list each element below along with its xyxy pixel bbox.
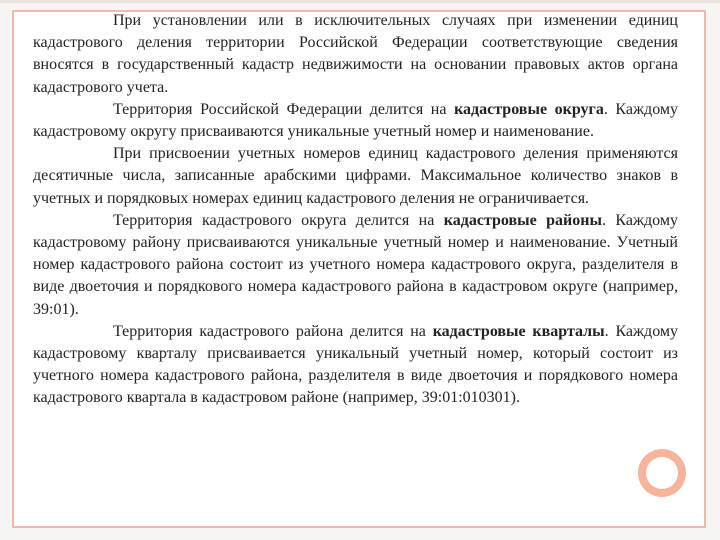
paragraph-5-text-before: Территория кадастрового района делится на bbox=[113, 322, 433, 340]
paragraph-4-text-after: . Каждому кадастровому району присваиваются уникальные учетный номер и наименование. Учетный номер кадастрового района состоит из учетного номера кадастрового округа, разделителя в виде двоеточия и порядкового номера кадастрового района в кадастровом округе (например, 39:01). bbox=[33, 211, 678, 318]
term-cadastral-regions: кадастровые районы bbox=[443, 211, 602, 229]
decorative-ring-center bbox=[646, 457, 678, 489]
paragraph-cadastral-regions bbox=[33, 210, 678, 321]
paragraph-cadastral-districts bbox=[33, 99, 678, 143]
paragraph-cadastral-changes bbox=[33, 10, 678, 99]
paragraph-2-text-after: . Каждому кадастровому округу присваиваются уникальные учетный номер и наименование. bbox=[33, 100, 679, 141]
paragraph-1-text: При установлении или в исключительных случаях при изменении единиц кадастрового деления территории Российской Федерации соответствующие сведения вносятся в государственный кадастр недвижимости на основании правовых актов органа кадастрового учета. bbox=[33, 12, 678, 96]
paragraph-cadastral-quarters bbox=[33, 321, 678, 410]
paragraph-4-text-before: Территория кадастрового округа делится на bbox=[113, 211, 444, 229]
paragraph-numbering-rules bbox=[33, 143, 678, 210]
paragraph-2-text-before: Территория Российской Федерации делится на bbox=[113, 100, 455, 118]
paragraph-3-text: При присвоении учетных номеров единиц кадастрового деления применяются десятичные числа, записанные арабскими цифрами. Максимальное количество знаков в учетных и порядковых номерах единиц кадастрового деления не ограничивается. bbox=[33, 145, 678, 207]
body-text bbox=[33, 10, 678, 410]
term-cadastral-quarters: кадастровые кварталы bbox=[432, 322, 605, 340]
term-cadastral-districts: кадастровые округа bbox=[454, 100, 604, 118]
paragraph-5-text-after: . Каждому кадастровому кварталу присваивается уникальный учетный номер, который состоит из учетного номера кадастрового района, разделителя в виде двоеточия и порядкового номера кадастрового квартала в кадастровом районе (например, 39:01:010301). bbox=[33, 322, 679, 407]
decorative-ring-icon bbox=[638, 449, 686, 497]
top-divider bbox=[0, 0, 720, 3]
